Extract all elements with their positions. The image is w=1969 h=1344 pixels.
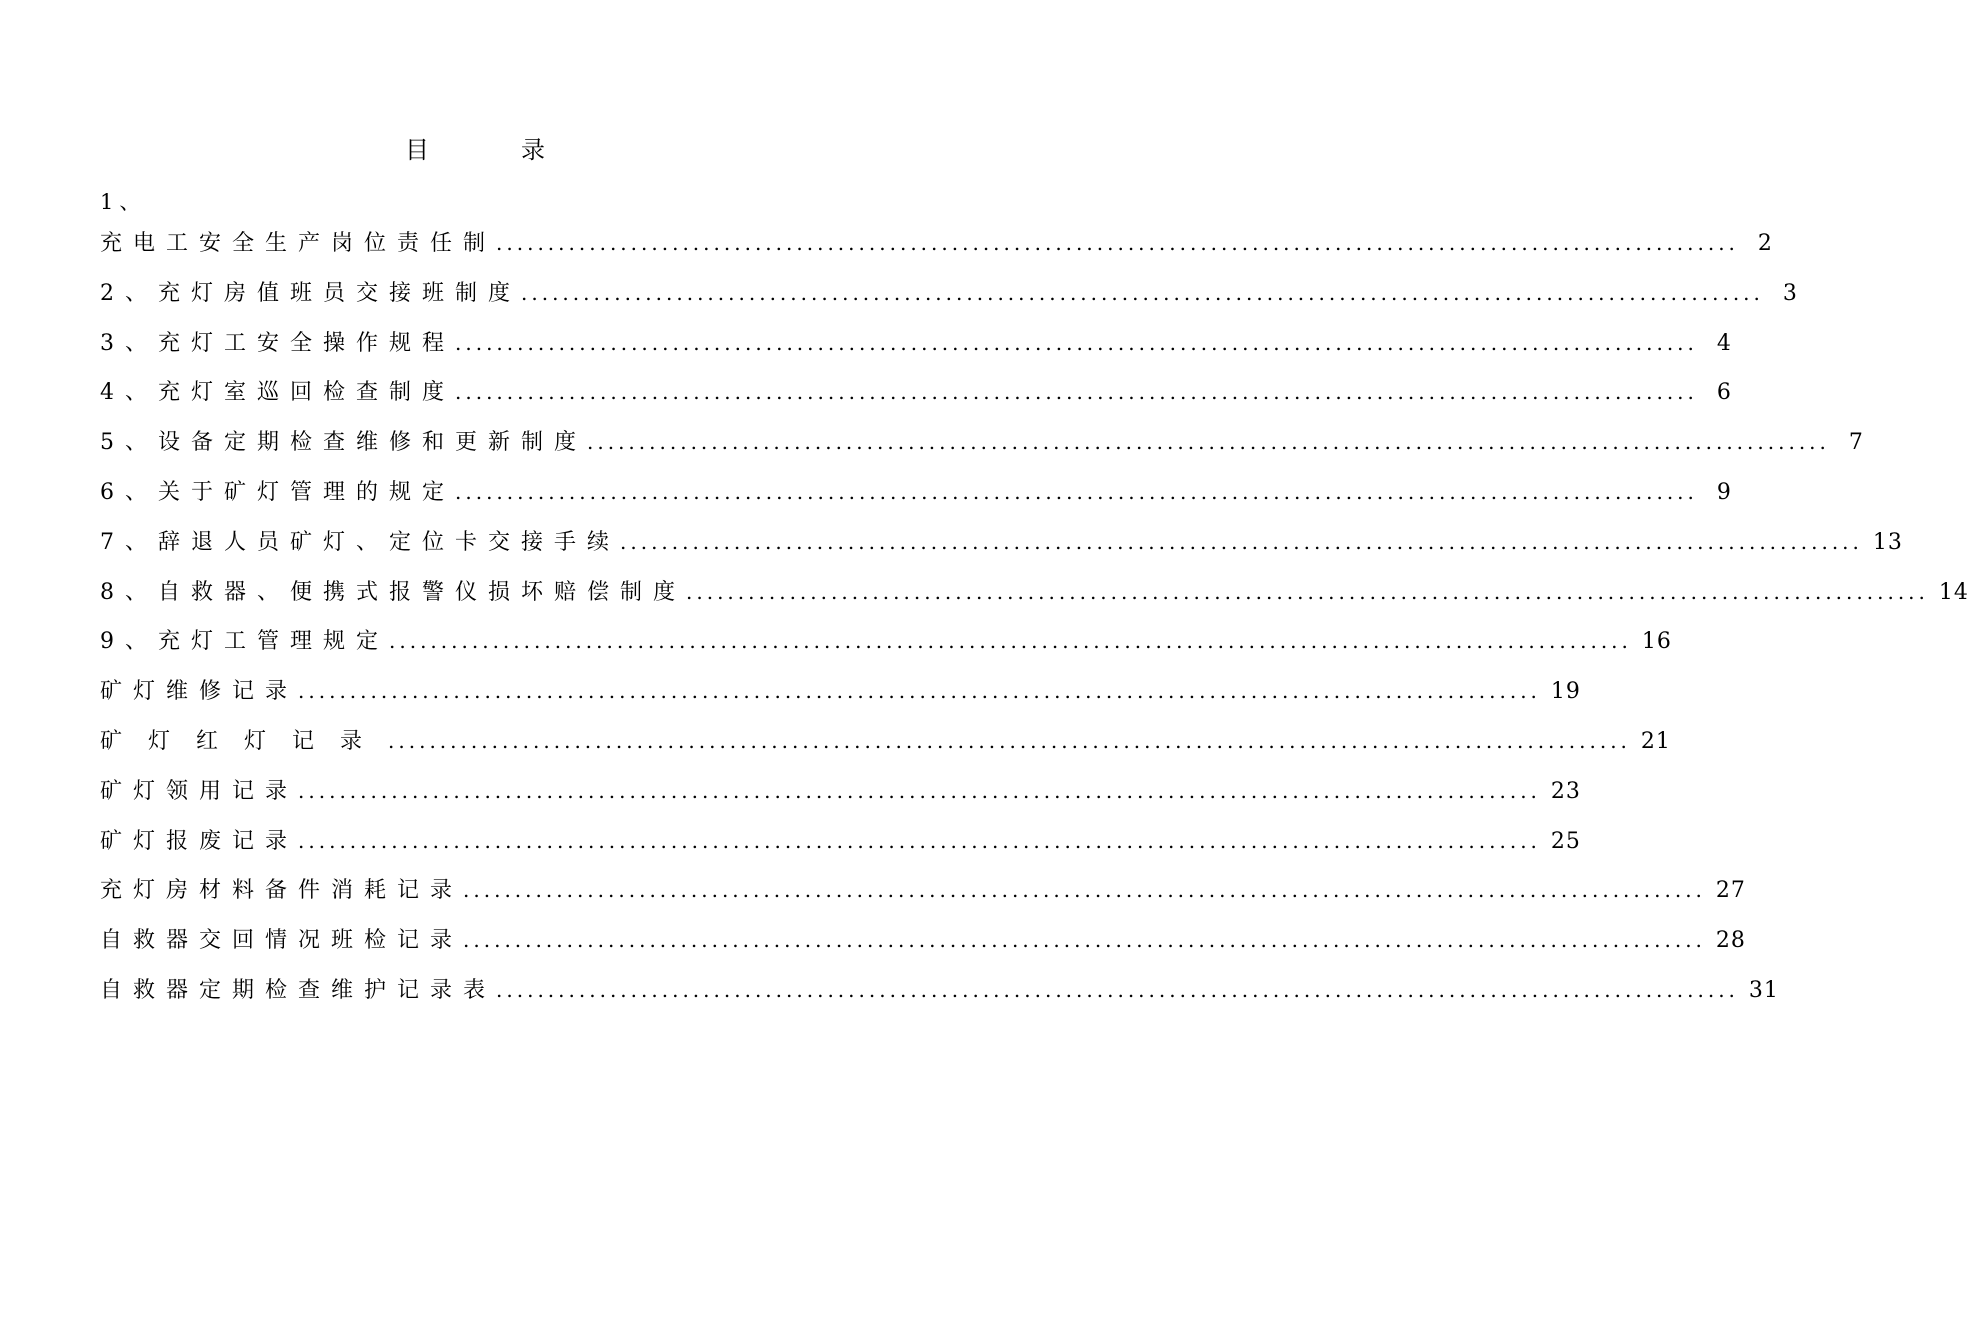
toc-entry-label: 7、辞退人员矿灯、定位卡交接手续 <box>100 529 620 555</box>
toc-entry[interactable] <box>100 375 1732 425</box>
toc-entry-label: 8、自救器、便携式报警仪损坏赔偿制度 <box>100 579 686 605</box>
toc-leader: ........................................................................................................................ <box>587 430 1830 455</box>
toc-entry-label: 矿灯领用记录 <box>100 778 299 804</box>
toc-entry[interactable] <box>100 425 1864 475</box>
toc-entry-page: 19 <box>1550 679 1581 705</box>
toc-leader: ........................................................................................................................ <box>455 330 1698 355</box>
toc-entry-label: 自救器交回情况班检记录 <box>100 928 464 954</box>
toc-entry[interactable] <box>100 276 1798 326</box>
toc-entry[interactable] <box>100 724 1671 774</box>
toc-entry-page: 21 <box>1640 728 1671 754</box>
toc-leader: ........................................................................................................................ <box>463 928 1706 953</box>
toc-entry-page: 4 <box>1716 330 1732 356</box>
toc-entry[interactable] <box>100 923 1746 973</box>
toc-entry-label: 充灯房材料备件消耗记录 <box>100 878 464 904</box>
toc-entry-label: 2、充灯房值班员交接班制度 <box>100 280 521 306</box>
toc-entry-label: 矿灯维修记录 <box>100 679 299 705</box>
toc-title: 目录 <box>405 136 637 164</box>
toc-item-number: 1、 <box>100 190 147 214</box>
toc-entry[interactable] <box>100 973 1779 1023</box>
toc-entry-label: 3、充灯工安全操作规程 <box>100 330 455 356</box>
toc-entry-label: 4、充灯室巡回检查制度 <box>100 380 455 406</box>
toc-leader: ........................................................................................................................ <box>389 629 1632 654</box>
toc-entry-page: 3 <box>1782 280 1798 306</box>
toc-entry-page: 14 <box>1938 579 1969 605</box>
toc-entry-page: 23 <box>1550 778 1581 804</box>
toc-entry[interactable] <box>100 624 1672 674</box>
toc-entry-page: 6 <box>1716 380 1732 406</box>
toc-entry-page: 13 <box>1872 529 1903 555</box>
toc-leader: ........................................................................................................................ <box>455 479 1698 504</box>
toc-leader: ........................................................................................................................ <box>463 878 1706 903</box>
toc-entry-label: 6、关于矿灯管理的规定 <box>100 479 455 505</box>
toc-entry[interactable] <box>100 525 1903 575</box>
toc-entry[interactable] <box>100 873 1746 923</box>
toc-entry-page: 27 <box>1715 878 1746 904</box>
toc-leader: ........................................................................................................................ <box>298 679 1541 704</box>
toc-leader: ........................................................................................................................ <box>496 231 1739 255</box>
toc-entry-page: 2 <box>1757 231 1773 256</box>
toc-leader: ........................................................................................................................ <box>388 728 1631 753</box>
toc-entry-label: 矿灯报废记录 <box>100 828 299 854</box>
toc-leader: ........................................................................................................................ <box>521 280 1764 305</box>
toc-leader: ........................................................................................................................ <box>496 977 1739 1002</box>
toc-entry[interactable] <box>100 226 1773 276</box>
toc-entry[interactable] <box>100 475 1732 525</box>
toc-leader: ........................................................................................................................ <box>455 380 1698 405</box>
toc-entry-label: 矿灯红灯记录 <box>100 728 389 754</box>
toc-entry-label: 充电工安全生产岗位责任制 <box>100 231 497 256</box>
toc-leader: ........................................................................................................................ <box>298 828 1541 853</box>
toc-entry[interactable] <box>100 326 1732 376</box>
toc-entry-page: 9 <box>1716 479 1732 505</box>
toc-entry-page: 25 <box>1550 828 1581 854</box>
toc-leader: ........................................................................................................................ <box>298 778 1541 803</box>
toc-entry[interactable] <box>100 575 1969 625</box>
toc-entry-page: 31 <box>1748 977 1779 1003</box>
toc-entry[interactable] <box>100 774 1581 824</box>
toc-list <box>100 226 1969 1023</box>
toc-entry-page: 28 <box>1715 928 1746 954</box>
toc-entry[interactable] <box>100 674 1581 724</box>
toc-entry-page: 7 <box>1848 430 1864 456</box>
toc-leader: ........................................................................................................................ <box>686 579 1929 604</box>
toc-entry-label: 9、充灯工管理规定 <box>100 629 389 655</box>
toc-entry-label: 5、设备定期检查维修和更新制度 <box>100 430 587 456</box>
toc-entry-page: 16 <box>1641 629 1672 655</box>
toc-leader: ........................................................................................................................ <box>620 529 1863 554</box>
toc-entry-label: 自救器定期检查维护记录表 <box>100 977 497 1003</box>
toc-entry[interactable] <box>100 824 1581 874</box>
